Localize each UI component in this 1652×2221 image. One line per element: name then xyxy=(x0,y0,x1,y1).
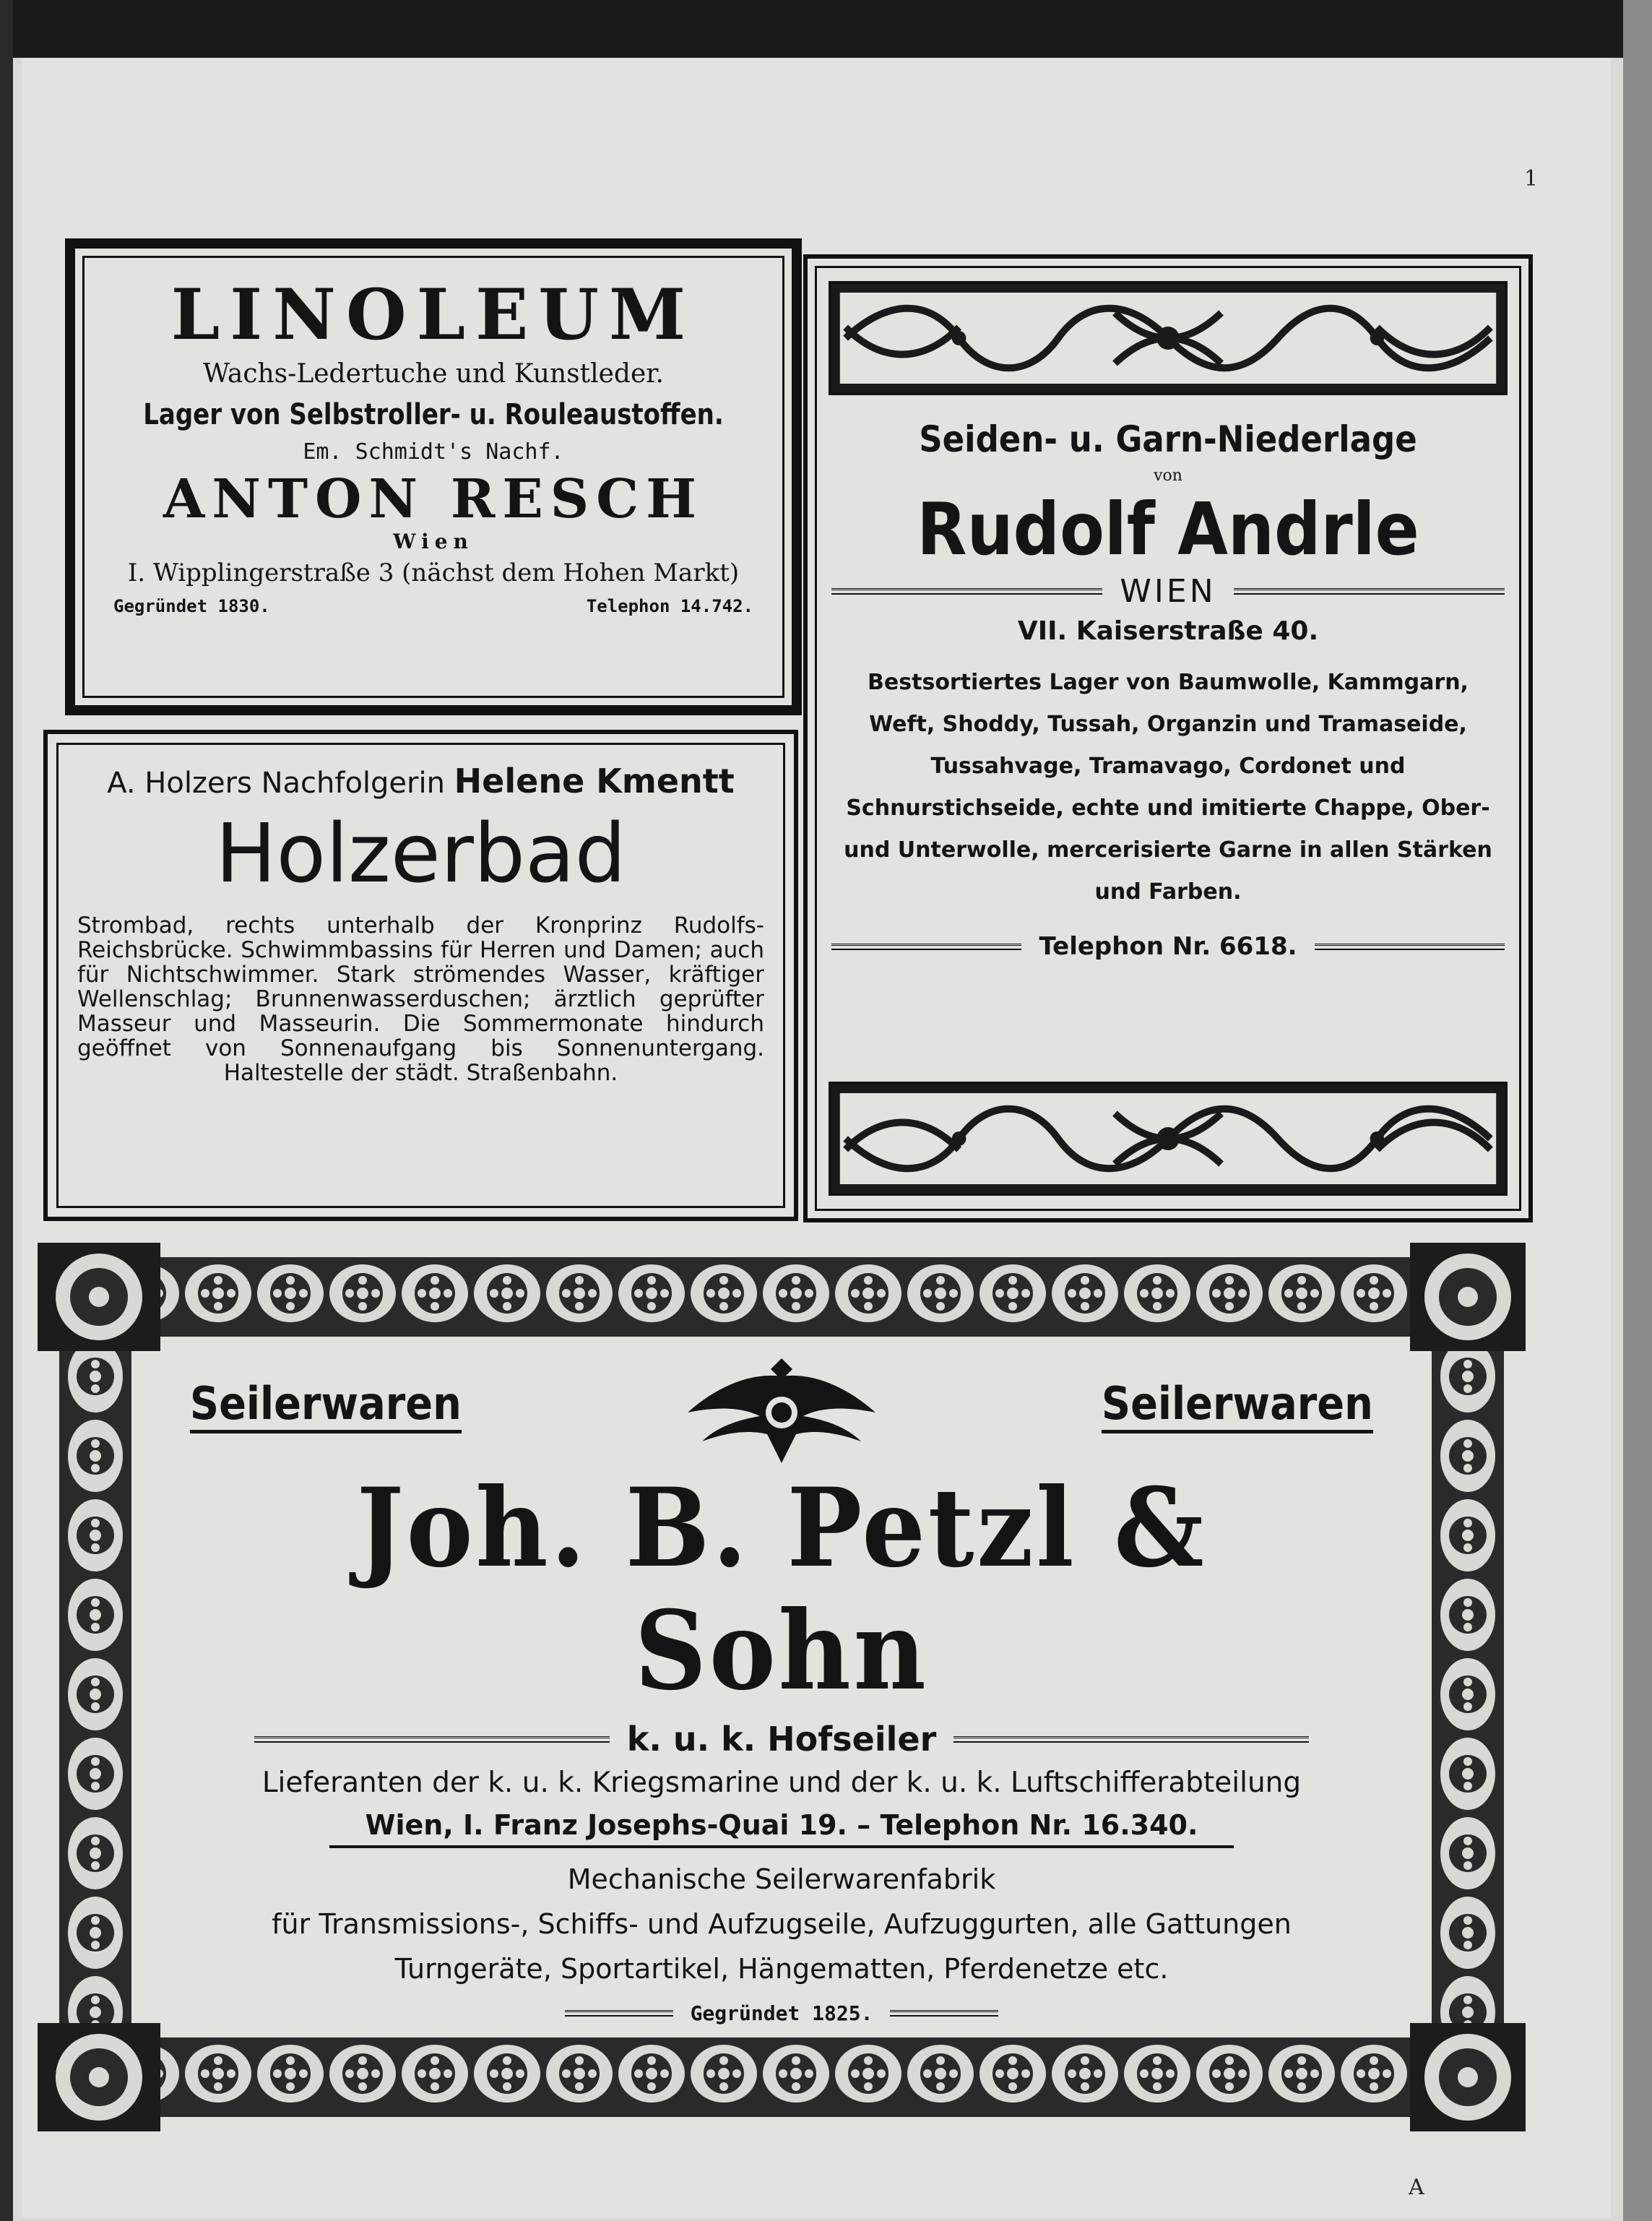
page-mark-top: 1 xyxy=(1524,166,1539,191)
scan-top-edge xyxy=(0,0,1652,58)
rule-right xyxy=(953,1736,1309,1743)
frame-top xyxy=(38,1257,1526,1337)
corner-ornament-bottom-right xyxy=(1410,2023,1526,2131)
petzl-found-row xyxy=(160,2001,1403,2025)
andrle-text xyxy=(831,413,1505,1064)
double-eagle-icon xyxy=(673,1344,890,1467)
petzl-top-row xyxy=(160,1344,1403,1467)
andrle-body: Bestsortiertes Lager von Baumwolle, Kammgarn, Weft, Shoddy, Tussah, Organzin und Tramaseide, Tussahvage, Tramavago, Cordonet und Schnurstichseide, echte und imitierte Chappe, Ober- und Unterwolle, mercerisierte Garne in allen Stärken und Farben. xyxy=(844,670,1492,905)
ornament-top-graphic xyxy=(831,284,1505,392)
corner-ornament-bottom-left xyxy=(38,2023,160,2131)
frame-top-pattern xyxy=(38,1257,1526,1337)
linoleum-city: Wien xyxy=(393,530,474,553)
petzl-address: Wien, I. Franz Josephs-Quai 19. – Telephon Nr. 16.340. xyxy=(329,1805,1234,1848)
petzl-title: k. u. k. Hofseiler xyxy=(626,1720,937,1759)
corner-rosette-icon xyxy=(38,1243,160,1351)
ornament-band-top xyxy=(829,281,1508,395)
holzerbad-title: Holzerbad xyxy=(215,807,626,901)
rule-left xyxy=(831,588,1102,595)
ad-andrle xyxy=(803,254,1533,1222)
petzl-supplier: Lieferanten der k. u. k. Kriegsmarine und der k. u. k. Luftschifferabteilung xyxy=(261,1767,1302,1799)
andrle-address: VII. Kaiserstraße 40. xyxy=(1017,616,1319,646)
andrle-telephone: Telephon Nr. 6618. xyxy=(1039,932,1297,961)
rule-right xyxy=(890,2010,998,2017)
holzerbad-header xyxy=(77,761,764,803)
ad-andrle-inner xyxy=(815,266,1521,1211)
andrle-heading: Seiden- u. Garn-Niederlage xyxy=(919,418,1417,460)
andrle-tel-row xyxy=(831,932,1505,961)
rule-left xyxy=(254,1736,610,1743)
petzl-label-left: Seilerwaren xyxy=(190,1377,462,1433)
ad-petzl xyxy=(38,1228,1526,2131)
andrle-name: Rudolf Andrle xyxy=(917,487,1419,572)
scan-left-edge xyxy=(0,0,13,2221)
ad-holzerbad-inner xyxy=(56,743,785,1208)
holzerbad-owner: Helene Kmentt xyxy=(454,762,735,801)
ornament-band-bottom xyxy=(829,1082,1508,1196)
holzerbad-body: Strombad, rechts unterhalb der Kronprinz Rudolfs-Reichsbrücke. Schwimmbassins für Herren und Damen; auch für Nichtschwimmer. Stark strömendes Wasser, kräftiger Wellenschlag; Brunnenwasserduschen; ärztlich geprüfter Masseur und Masseurin. Die Sommermonate hindurch geöffnet von Sonnenaufgang bis Sonnenuntergang. Haltestelle der städt. Straßenbahn. xyxy=(77,913,764,1086)
holzerbad-prefix: A. Holzers Nachfolgerin xyxy=(107,767,445,800)
ad-holzerbad xyxy=(43,730,798,1221)
page-mark-bottom: A xyxy=(1409,2175,1424,2200)
petzl-label-right: Seilerwaren xyxy=(1102,1377,1373,1433)
corner-rosette-icon xyxy=(1410,1243,1526,1351)
andrle-city-row xyxy=(831,573,1505,610)
petzl-name: Joh. B. Petzl & Sohn xyxy=(356,1465,1207,1715)
linoleum-name: ANTON RESCH xyxy=(163,468,704,530)
rule-left xyxy=(831,944,1021,950)
corner-rosette-icon xyxy=(1410,2023,1526,2131)
linoleum-line3: Em. Schmidt's Nachf. xyxy=(303,439,564,465)
ad-linoleum xyxy=(65,238,802,715)
linoleum-address: I. Wipplingerstraße 3 (nächst dem Hohen Markt) xyxy=(127,559,740,587)
linoleum-telephone: Telephon 14.742. xyxy=(586,596,753,616)
newspaper-page xyxy=(22,58,1611,2218)
ad-linoleum-inner xyxy=(82,256,784,698)
linoleum-line2: Lager von Selbstroller- u. Rouleaustoffen. xyxy=(143,398,724,431)
petzl-mech-title: Mechanische Seilerwarenfabrik xyxy=(567,1863,996,1895)
corner-ornament-top-left xyxy=(38,1243,160,1351)
rule-left xyxy=(565,2010,673,2017)
ornament-bottom-graphic xyxy=(831,1084,1505,1193)
petzl-line1: für Transmissions-, Schiffs- und Aufzugseile, Aufzuggurten, alle Gattungen xyxy=(272,1908,1292,1940)
andrle-von: von xyxy=(1154,467,1182,485)
andrle-city: WIEN xyxy=(1120,573,1216,610)
petzl-founded: Gegründet 1825. xyxy=(690,2001,873,2025)
frame-right-pattern xyxy=(1432,1337,1504,2037)
petzl-hof-row xyxy=(160,1720,1403,1759)
rule-right xyxy=(1315,944,1505,950)
petzl-mech xyxy=(160,1857,1403,1991)
linoleum-title: LINOLEUM xyxy=(170,274,696,355)
petzl-line2: Turngeräte, Sportartikel, Hängematten, Pferdenetze etc. xyxy=(394,1953,1169,1985)
corner-rosette-icon xyxy=(38,2023,160,2131)
rule-right xyxy=(1234,588,1505,595)
frame-left xyxy=(59,1337,131,2037)
linoleum-footer xyxy=(85,596,782,616)
corner-ornament-top-right xyxy=(1410,1243,1526,1351)
frame-right xyxy=(1432,1337,1504,2037)
frame-left-pattern xyxy=(59,1337,131,2037)
scan-right-edge xyxy=(1623,0,1652,2221)
petzl-content xyxy=(160,1344,1403,2074)
linoleum-founded: Gegründet 1830. xyxy=(113,596,270,616)
linoleum-line1: Wachs-Ledertuche und Kunstleder. xyxy=(203,359,664,389)
